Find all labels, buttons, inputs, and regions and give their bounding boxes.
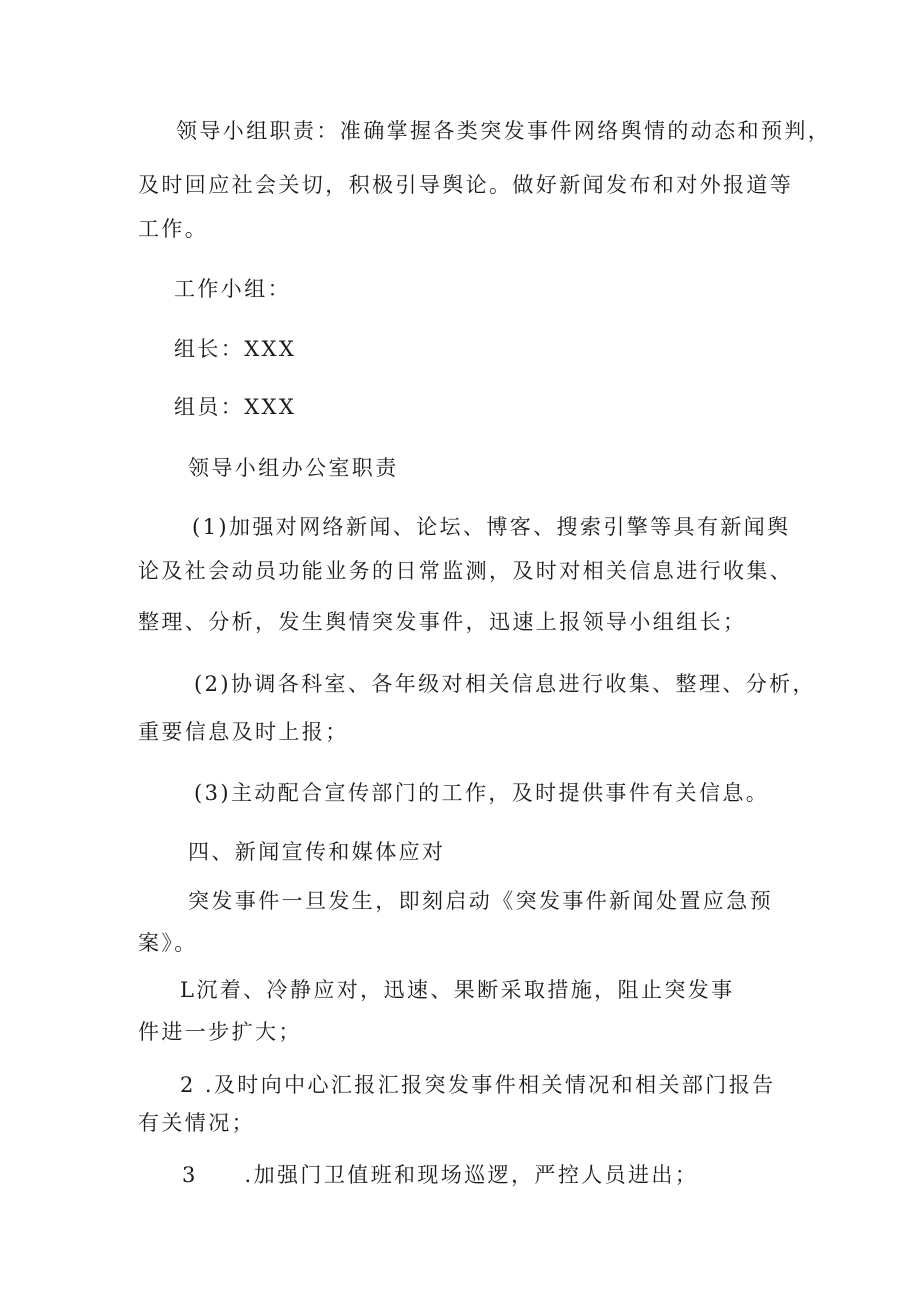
- step3: 3 .加强门卫值班和现场巡逻，严控人员进出；: [182, 1163, 699, 1187]
- emergency-line-1: 突发事件一旦发生，即刻启动《突发事件新闻处置应急预: [188, 889, 773, 913]
- office-duty-title: 领导小组办公室职责: [188, 456, 399, 480]
- item1-line-1: (1)加强对网络新闻、论坛、博客、搜索引擎等具有新闻舆: [192, 515, 791, 539]
- leader-duty-line-2: 及时回应社会关切，积极引导舆论。做好新闻发布和对外报道等: [138, 173, 794, 197]
- work-group-title: 工作小组：: [174, 277, 291, 301]
- step2-line-2: 有关情况；: [138, 1111, 255, 1135]
- step2-line-1: 2 .及时向中心汇报汇报突发事件相关情况和相关部门报告: [180, 1073, 776, 1097]
- group-member: 组员：XXX: [174, 395, 297, 419]
- leader-duty-line-1: 领导小组职责：准确掌握各类突发事件网络舆情的动态和预判，: [176, 119, 832, 143]
- emergency-line-2: 案》。: [138, 931, 198, 955]
- item1-line-2: 论及社会动员功能业务的日常监测，及时对相关信息进行收集、: [138, 559, 794, 583]
- item1-line-3: 整理、分析，发生舆情突发事件，迅速上报领导小组组长；: [138, 610, 747, 634]
- step1-line-1: L沉着、冷静应对，迅速、果断采取措施，阻止突发事: [180, 978, 735, 1002]
- item2-line-1: (2)协调各科室、各年级对相关信息进行收集、整理、分析，: [194, 672, 816, 696]
- group-leader: 组长：XXX: [174, 337, 297, 361]
- leader-duty-line-3: 工作。: [138, 217, 209, 241]
- section4-title: 四、新闻宣传和媒体应对: [188, 840, 446, 864]
- item2-line-2: 重要信息及时上报；: [138, 720, 349, 744]
- step1-line-2: 件进一步扩大；: [138, 1020, 302, 1044]
- item3: (3)主动配合宣传部门的工作，及时提供事件有关信息。: [194, 781, 770, 805]
